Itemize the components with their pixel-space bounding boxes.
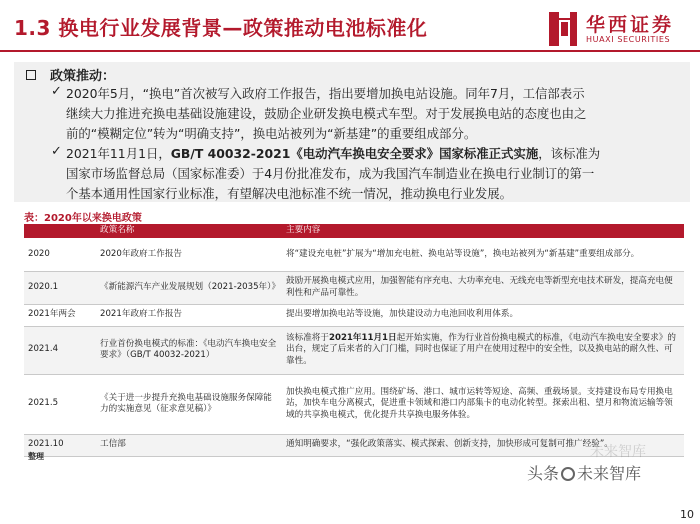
header-date (24, 224, 96, 238)
square-bullet-icon (26, 70, 36, 80)
table-row (24, 374, 684, 434)
watermark (527, 461, 641, 484)
row-date: 2021年两会 (24, 304, 96, 326)
header-policy-name: 政策名称 (96, 224, 282, 238)
p1-line-1: 2020年5月，“换电”首次被写入政府工作报告，指出要增加换电站设施。同年7月，工信部表示 (66, 86, 585, 101)
page-title: 1.3 换电行业发展背景—政策推动电池标准化 (14, 16, 428, 40)
logo-english-text: HUAXI SECURITIES (586, 35, 671, 44)
huaxi-logo-icon (546, 8, 580, 50)
table-header-row (24, 224, 684, 238)
faint-watermark: 未来智库 (590, 444, 646, 460)
row-policy-name: 2021年政府工作报告 (96, 304, 282, 326)
p2-suffix: ，该标准为 (538, 146, 601, 161)
row-date: 2021.4 (24, 326, 96, 374)
table-row (24, 326, 684, 374)
watermark-name: 未来智库 (577, 464, 642, 483)
watermark-logo-icon (561, 467, 575, 481)
table-source-note: 整理 (28, 452, 44, 461)
policy-table (24, 224, 684, 457)
p1-line-3: 前的“模糊定位”转为“明确支持”，换电站被列为“新基建”的重要组成部分。 (66, 126, 477, 141)
title-divider (0, 50, 700, 52)
table-caption: 表：2020年以来换电政策 (24, 213, 142, 224)
row-content-date: 2021年11月1日 (328, 332, 397, 343)
row-date: 2020 (24, 238, 96, 271)
p2-line-3: 个基本通用性国家行业标准，有望解决电池标准不统一情况，推动换电行业发展。 (66, 186, 513, 201)
row-policy-name: 行业首份换电模式的标准：《电动汽车换电安全要求》（GB/T 40032-2021） (96, 326, 282, 374)
p2-standard-name: GB/T 40032-2021《电动汽车换电安全要求》国家标准正式实施 (170, 146, 539, 161)
table-row (24, 304, 684, 326)
section-heading (26, 65, 115, 84)
row-date: 2021.10 (24, 434, 96, 456)
row-content: 提出要增加换电站等设施，加快建设动力电池回收利用体系。 (282, 304, 684, 326)
row-content: 通知明确要求，“强化政策落实、模式探索、创新支持，加快形成可复制可推广经验”。 (282, 434, 684, 456)
page-number: 10 (680, 508, 694, 521)
row-content (282, 326, 684, 374)
row-content-post: 起开始实施，作为行业首份换电模式的标准，《电动汽车换电安全要求》的出台，规定了后来者的入门门槛，同时也保证了用户在使用过程中的安全性，以及换电站的耐久性、可靠性。 (286, 332, 676, 366)
row-policy-name: 工信部 (96, 434, 282, 456)
row-date: 2021.5 (24, 374, 96, 434)
row-content: 鼓励开展换电模式应用，加强智能有序充电、大功率充电、无线充电等新型充电技术研发，提高充电便利性和产品可靠性。 (282, 271, 684, 304)
row-policy-name: 2020年政府工作报告 (96, 238, 282, 271)
p2-prefix: 2021年11月1日， (66, 146, 171, 161)
table-row (24, 238, 684, 271)
row-date: 2020.1 (24, 271, 96, 304)
row-policy-name: 《新能源汽车产业发展规划（2021-2035年）》 (96, 271, 282, 304)
logo-chinese-text: 华西证券 (586, 14, 675, 36)
policy-summary-panel (14, 62, 690, 202)
row-content: 加快换电模式推广应用。围绕矿场、港口、城市运转等短途、高频、重载场景。支持建设布局专用换电站，加快车电分离模式，促进重卡领域和港口内部集卡的电动化转型。探索出租、望月和物流运输等领域的共享换电模式，优化提升共享换电服务体验。 (282, 374, 684, 434)
table-row (24, 434, 684, 456)
p1-line-2: 继续大力推进充换电基础设施建设，鼓励企业研发换电模式车型。对于发展换电站的态度也由之 (66, 106, 587, 121)
bullet-paragraph-2020 (66, 84, 684, 144)
watermark-prefix: 头条 (527, 464, 560, 483)
company-logo (546, 8, 694, 50)
row-content: 将“建设充电桩”扩展为“增加充电桩、换电站等设施”，换电站被列为“新基建”重要组成部分。 (282, 238, 684, 271)
header-main-content: 主要内容 (282, 224, 684, 238)
table-row (24, 271, 684, 304)
bullet-paragraph-2021 (66, 144, 684, 204)
p2-line-2: 国家市场监督总局（国家标准委）于4月份批准发布，成为我国汽车制造业在换电行业制订的第一 (66, 166, 595, 181)
row-policy-name: 《关于进一步提升充换电基础设施服务保障能力的实施意见（征求意见稿）》 (96, 374, 282, 434)
row-content-pre: 该标准将于 (286, 332, 329, 343)
checkmark-icon: ✓ (51, 144, 62, 159)
checkmark-icon: ✓ (51, 84, 62, 99)
section-heading-label: 政策推动： (50, 69, 116, 84)
